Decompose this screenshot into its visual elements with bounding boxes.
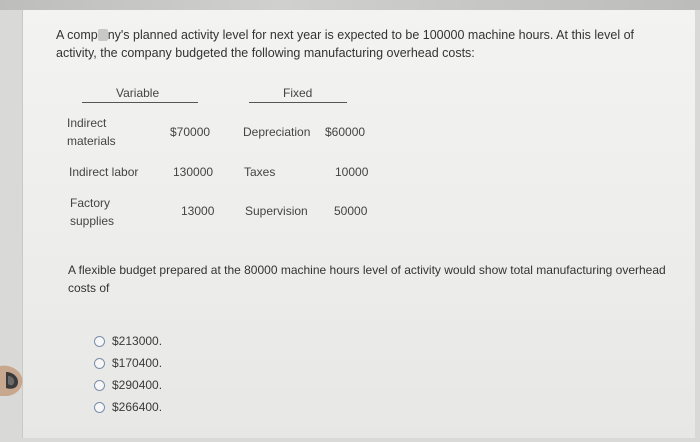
question-text-rest: ny's planned activity level for next year is expected to be 100000 machine hours. At this level of activity, the company budgeted the following manufacturing overhead costs: — [56, 28, 634, 60]
row3-fixed-value: 50000 — [334, 204, 368, 218]
row1-fixed-value: $60000 — [325, 125, 366, 139]
row2-fixed-label: Taxes — [244, 165, 276, 179]
fixed-header-label: Fixed — [283, 86, 313, 100]
row3-variable-label: Factory supplies — [70, 196, 115, 228]
option-1[interactable] — [94, 330, 162, 352]
option-4[interactable] — [94, 396, 162, 418]
radio-button[interactable] — [94, 380, 105, 391]
row3-variable-value: 13000 — [181, 204, 215, 218]
row1-variable-value: $70000 — [170, 125, 211, 139]
option-label: $266400. — [112, 400, 163, 414]
row2-fixed-value: 10000 — [335, 165, 369, 179]
row1-fixed-label: Depreciation — [243, 125, 311, 139]
smudge — [98, 29, 108, 41]
radio-button[interactable] — [94, 402, 105, 413]
row2-variable-label: Indirect labor — [69, 165, 139, 179]
answer-prompt: A flexible budget prepared at the 80000 machine hours level of activity would show total manufacturing overhead costs of — [68, 263, 666, 295]
fixed-header-underline — [249, 102, 347, 103]
finger-image — [0, 360, 28, 400]
question-text — [56, 26, 676, 62]
option-2[interactable] — [94, 352, 162, 374]
variable-header-underline — [82, 102, 198, 103]
option-3[interactable] — [94, 374, 162, 396]
option-label: $170400. — [112, 356, 163, 370]
option-label: $290400. — [112, 378, 163, 392]
row1-variable-label: Indirect materials — [67, 116, 116, 148]
radio-button[interactable] — [94, 358, 105, 369]
top-edge — [0, 0, 700, 10]
radio-button[interactable] — [94, 336, 105, 347]
question-text-start: A comp — [56, 28, 98, 42]
variable-header-label: Variable — [116, 86, 160, 100]
option-label: $213000. — [112, 334, 163, 348]
row2-variable-value: 130000 — [173, 165, 214, 179]
row3-fixed-label: Supervision — [245, 204, 308, 218]
answer-options — [94, 330, 162, 418]
